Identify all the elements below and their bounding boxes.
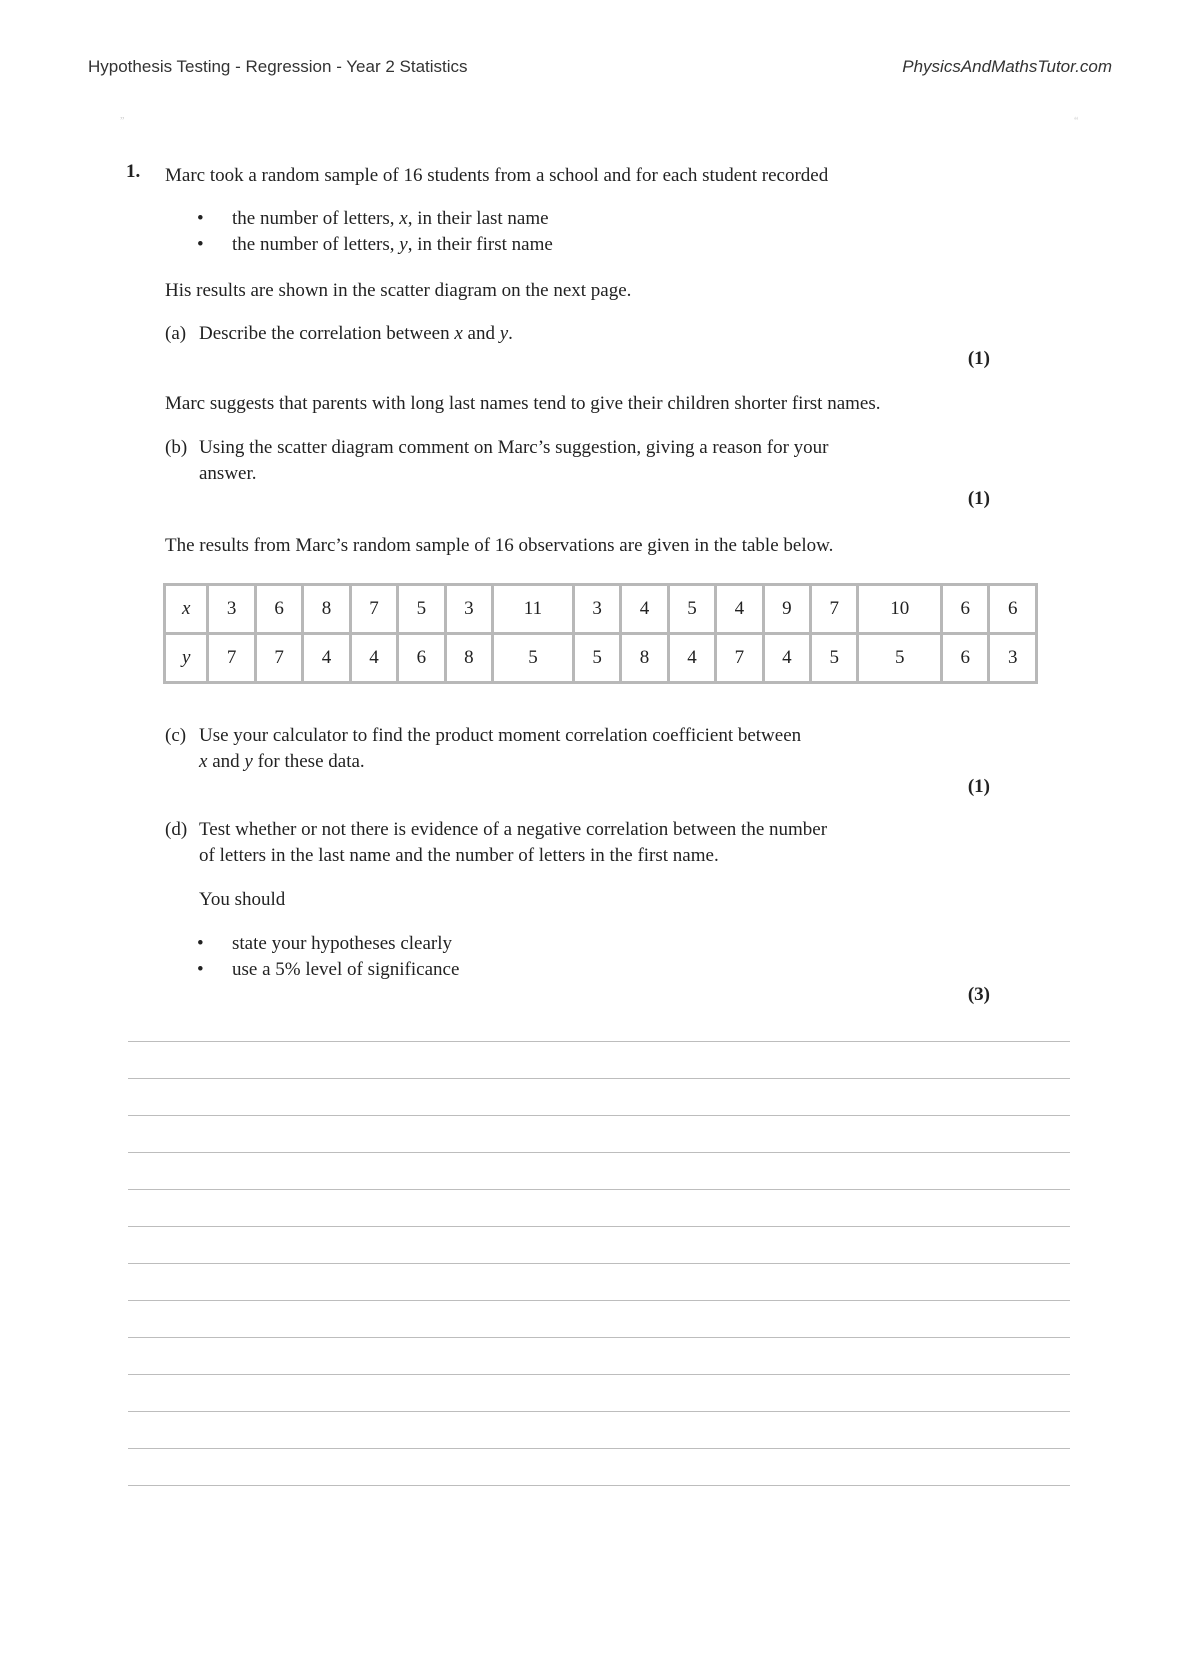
x-cell: 8: [303, 585, 350, 634]
x-cell: 3: [445, 585, 492, 634]
y-cell: 8: [445, 634, 492, 683]
corner-mark-left: ”: [120, 116, 125, 127]
y-cell: 5: [811, 634, 858, 683]
y-cell: 3: [989, 634, 1037, 683]
y-cell: 4: [668, 634, 715, 683]
part-b-label: (b): [165, 437, 188, 458]
answer-line[interactable]: [128, 1152, 1070, 1153]
x-cell: 5: [398, 585, 445, 634]
part-d-line1: Test whether or not there is evidence of a negative correlation between the number: [199, 819, 828, 840]
answer-line[interactable]: [128, 1189, 1070, 1190]
x-cell: 9: [763, 585, 810, 634]
part-c-marks: (1): [967, 776, 990, 797]
part-c-line2: x and y for these data.: [199, 751, 365, 772]
x-cell: 10: [858, 585, 942, 634]
row-header-x: x: [165, 585, 208, 634]
part-a-marks: (1): [967, 348, 990, 369]
table-row-y: [165, 634, 1037, 683]
part-b-line1: Using the scatter diagram comment on Marc’s suggestion, giving a reason for your: [199, 437, 829, 458]
part-a-label: (a): [165, 323, 187, 344]
answer-line[interactable]: [128, 1411, 1070, 1412]
answer-line[interactable]: [128, 1115, 1070, 1116]
x-cell: 6: [989, 585, 1037, 634]
bullet-dot: •: [197, 208, 204, 229]
results-text: His results are shown in the scatter diagram on the next page.: [165, 280, 632, 301]
x-cell: 3: [573, 585, 620, 634]
answer-line[interactable]: [128, 1374, 1070, 1375]
part-d-you-should: You should: [199, 889, 286, 910]
part-d-marks: (3): [967, 984, 990, 1005]
part-c-line1: Use your calculator to find the product moment correlation coefficient between: [199, 725, 802, 746]
suggestion-text: Marc suggests that parents with long last names tend to give their children shorter first names.: [165, 393, 881, 414]
part-d-bullet-hypotheses: state your hypotheses clearly: [232, 933, 453, 954]
x-cell: 7: [350, 585, 397, 634]
y-cell: 6: [398, 634, 445, 683]
part-a-text: Describe the correlation between x and y.: [199, 323, 513, 344]
answer-line[interactable]: [128, 1485, 1070, 1486]
y-cell: 5: [573, 634, 620, 683]
x-cell: 7: [811, 585, 858, 634]
answer-line[interactable]: [128, 1300, 1070, 1301]
x-cell: 6: [941, 585, 988, 634]
y-cell: 4: [763, 634, 810, 683]
part-d-line2: of letters in the last name and the number of letters in the first name.: [199, 845, 719, 866]
data-table: [163, 583, 1038, 684]
x-cell: 5: [668, 585, 715, 634]
y-cell: 8: [621, 634, 668, 683]
bullet-first-name: the number of letters, y, in their first name: [232, 234, 553, 255]
question-number: 1.: [126, 161, 141, 182]
question-intro: Marc took a random sample of 16 students from a school and for each student recorded: [165, 165, 829, 186]
bullet-last-name: the number of letters, x, in their last name: [232, 208, 549, 229]
y-cell: 7: [716, 634, 763, 683]
x-cell: 4: [716, 585, 763, 634]
y-cell: 7: [255, 634, 302, 683]
answer-line[interactable]: [128, 1226, 1070, 1227]
x-cell: 4: [621, 585, 668, 634]
answer-line[interactable]: [128, 1263, 1070, 1264]
bullet-dot: •: [197, 234, 204, 255]
table-row-x: [165, 585, 1037, 634]
answer-line[interactable]: [128, 1078, 1070, 1079]
y-cell: 7: [208, 634, 255, 683]
y-cell: 6: [941, 634, 988, 683]
x-cell: 3: [208, 585, 255, 634]
answer-line[interactable]: [128, 1337, 1070, 1338]
answer-line[interactable]: [128, 1448, 1070, 1449]
y-cell: 5: [493, 634, 574, 683]
table-intro: The results from Marc’s random sample of 16 observations are given in the table below.: [165, 535, 834, 556]
corner-mark-right: “: [1074, 116, 1079, 127]
answer-line[interactable]: [128, 1041, 1070, 1042]
part-c-label: (c): [165, 725, 187, 746]
x-cell: 11: [493, 585, 574, 634]
part-d-bullet-significance: use a 5% level of significance: [232, 959, 460, 980]
header-title: Hypothesis Testing - Regression - Year 2 Statistics: [88, 57, 468, 76]
part-b-line2: answer.: [199, 463, 257, 484]
y-cell: 5: [858, 634, 942, 683]
y-cell: 4: [350, 634, 397, 683]
x-cell: 6: [255, 585, 302, 634]
part-b-marks: (1): [967, 488, 990, 509]
row-header-y: y: [165, 634, 208, 683]
bullet-dot: •: [197, 959, 204, 980]
part-d-label: (d): [165, 819, 188, 840]
header-site: PhysicsAndMathsTutor.com: [902, 57, 1112, 76]
bullet-dot: •: [197, 933, 204, 954]
y-cell: 4: [303, 634, 350, 683]
